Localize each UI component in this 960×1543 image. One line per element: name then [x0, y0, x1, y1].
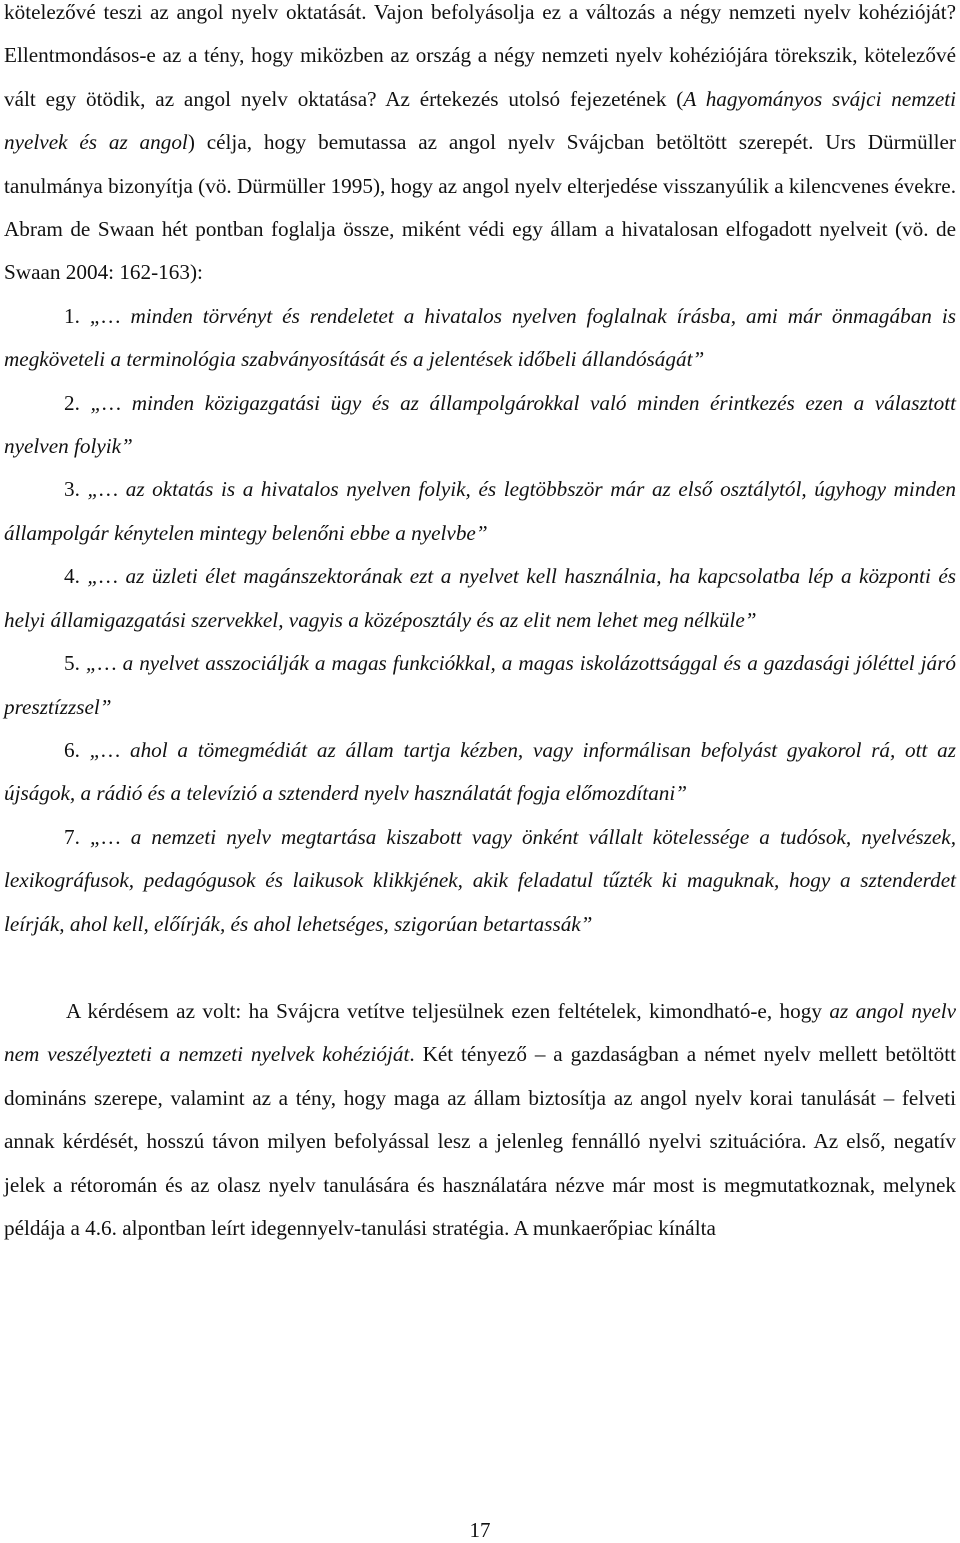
list-item-quote: „… az üzleti élet magánszektorának ezt a nyelvet kell használnia, ha kapcsolatba lép a központi és helyi államigazgatási szervekkel, vagyis a középosztály és az elit nem lehet meg nélküle” — [4, 564, 956, 632]
list-item-number: 3. — [64, 477, 88, 502]
intro-text-start: kötelezővé teszi az angol nyelv oktatását. Vajon befolyásolja ez a változás a négy nemzeti nyelv kohézióját? Ellentmondásos-e az a tény, hogy miközben az ország a négy nemzeti nyelv kohéziójára törekszik, kötelezővé vált egy ötödik, az angol nyelv oktatása? Az értekezés utolsó fejezetének ( — [4, 0, 956, 111]
list-item-quote: „… minden törvényt és rendeletet a hivatalos nyelven foglalnak írásba, ami már önmagában is megköveteli a terminológia szabványosítását és a jelentések időbeli állandóságát” — [4, 303, 956, 372]
list-item-number: 6. — [64, 737, 90, 762]
page-number: 17 — [469, 1518, 491, 1542]
conclusion-text-start: A kérdésem az volt: ha Svájcra vetítve teljesülnek ezen feltételek, kimondható-e, hogy — [66, 998, 830, 1023]
list-item — [4, 642, 956, 729]
list-item-number: 2. — [64, 390, 91, 415]
paragraph-spacer — [4, 946, 956, 990]
research-question: az angol nyelv nem veszélyezteti a nemzeti nyelvek kohézióját — [4, 998, 957, 1067]
list-item-quote: „… minden közigazgatási ügy és az állampolgárokkal való minden érintkezés ezen a választott nyelven folyik” — [4, 390, 957, 459]
list-item-number: 7. — [64, 824, 90, 849]
intro-paragraph — [4, 0, 956, 295]
conclusion-text-end: . Két tényező – a gazdaságban a német nyelv mellett betöltött domináns szerepe, valamint az a tény, hogy maga az állam biztosítja az angol nyelv korai tanulását – felveti annak kérdését, hosszú távon milyen befolyással lesz a jelenleg fennálló nyelvi szituációra. Az első, negatív jelek a rétoromán és az olasz nyelv tanulására és használatára nézve már most is megmutatkoznak, melynek példája a 4.6. alpontban leírt idegennyelv-tanulási stratégia. A munkaerőpiac kínálta — [4, 1042, 956, 1240]
list-item-quote: „… az oktatás is a hivatalos nyelven folyik, és legtöbbször már az első osztálytól, úgyhogy minden állampolgár kénytelen mintegy belenőni ebbe a nyelvbe” — [4, 477, 956, 545]
list-item-quote: „… a nyelvet asszociálják a magas funkciókkal, a magas iskolázottsággal és a gazdasági jóléttel járó presztízzsel” — [4, 651, 956, 719]
list-item — [4, 382, 956, 469]
numbered-list — [4, 295, 956, 946]
conclusion-paragraph — [4, 990, 956, 1250]
list-item — [4, 555, 956, 642]
list-item — [4, 816, 956, 946]
list-item — [4, 468, 956, 555]
document-page — [4, 0, 956, 1250]
chapter-title: A hagyományos svájci nemzeti nyelvek és az angol — [4, 86, 957, 155]
list-item-quote: „… a nemzeti nyelv megtartása kiszabott vagy önként vállalt kötelessége a tudósok, nyelvészek, lexikográfusok, pedagógusok és laikusok klikkjének, akik feladatul tűzték ki maguknak, hogy a sztenderdet leírják, ahol kell, előírják, és ahol lehetséges, szigorúan betartassák” — [4, 824, 956, 936]
list-item-number: 4. — [64, 564, 88, 589]
list-item-quote: „… ahol a tömegmédiát az állam tartja kézben, vagy informálisan befolyást gyakorol rá, ott az újságok, a rádió és a televízió a sztenderd nyelv használatát fogja előmozdítani” — [4, 737, 956, 806]
list-item — [4, 729, 956, 816]
list-item — [4, 295, 956, 382]
intro-text-end: ) célja, hogy bemutassa az angol nyelv Svájcban betöltött szerepét. Urs Dürmüller tanulmánya bizonyítja (vö. Dürmüller 1995), hogy az angol nyelv elterjedése visszanyúlik a kilencvenes évekre. Abram de Swaan hét pontban foglalja össze, miként védi egy állam a hivatalosan elfogadott nyelveit (vö. de Swaan 2004: 162-163): — [4, 130, 956, 285]
list-item-number: 5. — [64, 651, 86, 676]
list-item-number: 1. — [64, 303, 90, 328]
